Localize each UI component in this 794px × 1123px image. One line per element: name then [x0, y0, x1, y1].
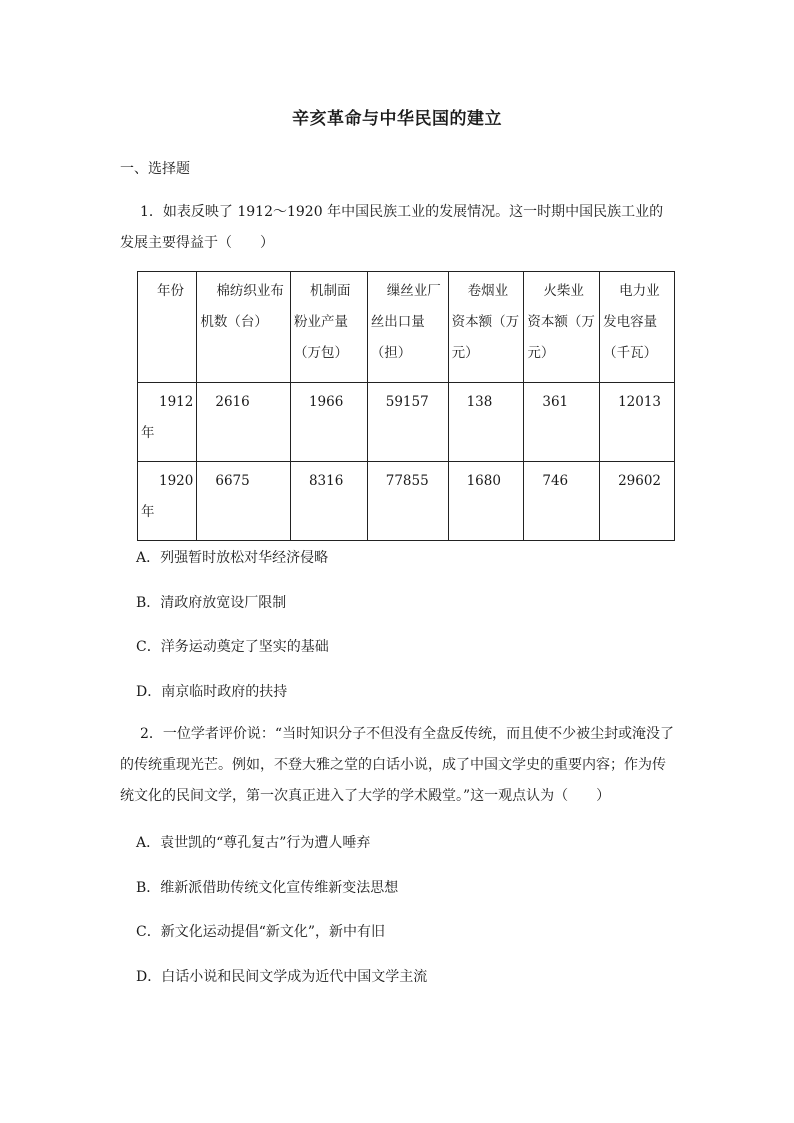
question-1-option-a[interactable]: A．列强暂时放松对华经济侵略 [136, 550, 329, 566]
section-heading: 一、选择题 [120, 161, 190, 177]
document-title: 辛亥革命与中华民国的建立 [292, 109, 502, 129]
table-header-cell: 棉纺织业布机数（台） [197, 272, 291, 383]
question-1-option-b[interactable]: B．清政府放宽设厂限制 [136, 595, 287, 611]
table-cell: 746 [524, 462, 600, 541]
table-cell: 1680 [448, 462, 524, 541]
table-cell: 6675 [197, 462, 291, 541]
table-header-cell: 电力业发电容量（千瓦） [600, 272, 675, 383]
question-1-option-c[interactable]: C．洋务运动奠定了坚实的基础 [136, 639, 329, 655]
table-cell: 29602 [600, 462, 675, 541]
table-header-cell: 卷烟业资本额（万元） [448, 272, 524, 383]
table-cell-year: 1912年 [138, 383, 197, 462]
table-row [138, 383, 675, 462]
question-2-stem: 2．一位学者评价说：“当时知识分子不但没有全盘反传统，而且使不少被尘封或淹没了的传统重现光芒。例如，不登大雅之堂的白话小说，成了中国文学史的重要内容；作为传统文化的民间文学，第一次真正进入了大学的学术殿堂。”这一观点认为（ ） [120, 726, 675, 804]
table-header-row [138, 272, 675, 383]
table-cell: 361 [524, 383, 600, 462]
question-1-stem: 1．如表反映了 1912～1920 年中国民族工业的发展情况。这一时期中国民族工业的发展主要得益于（ ） [120, 204, 664, 251]
question-2-option-d[interactable]: D．白话小说和民间文学成为近代中国文学主流 [136, 969, 428, 985]
table-header-cell: 年份 [138, 272, 197, 383]
table-cell: 77855 [367, 462, 448, 541]
table-header-cell: 机制面粉业产量（万包） [290, 272, 367, 383]
table-cell-year: 1920年 [138, 462, 197, 541]
question-2-option-b[interactable]: B．维新派借助传统文化宣传维新变法思想 [136, 880, 399, 896]
table-header-cell: 缫丝业厂丝出口量（担） [367, 272, 448, 383]
table-cell: 138 [448, 383, 524, 462]
table-cell: 59157 [367, 383, 448, 462]
table-cell: 8316 [290, 462, 367, 541]
table-cell: 12013 [600, 383, 675, 462]
table-header-cell: 火柴业资本额（万元） [524, 272, 600, 383]
question-2-option-a[interactable]: A．袁世凯的“尊孔复古”行为遭人唾弃 [136, 835, 371, 851]
table-row [138, 462, 675, 541]
question-1-option-d[interactable]: D．南京临时政府的扶持 [136, 684, 288, 700]
table-cell: 2616 [197, 383, 291, 462]
table-cell: 1966 [290, 383, 367, 462]
industry-data-table [137, 271, 675, 541]
question-2-option-c[interactable]: C．新文化运动提倡“新文化”，新中有旧 [136, 924, 386, 940]
